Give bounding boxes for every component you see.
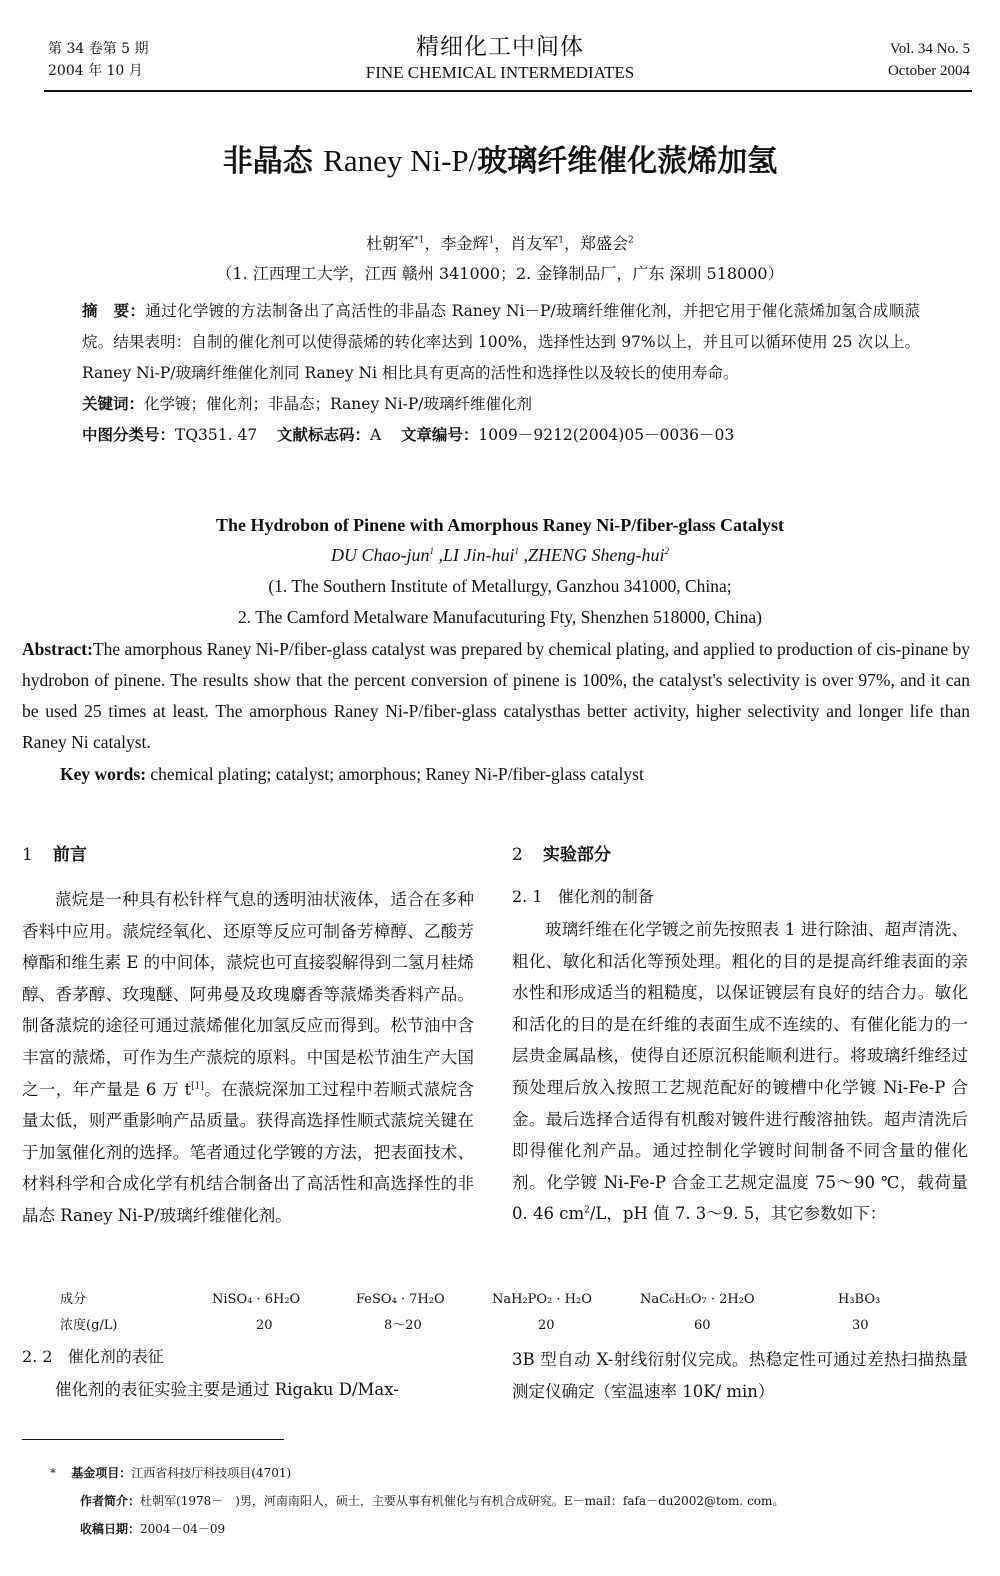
title-part-3: 玻璃纤维催化蒎烯加氢 — [477, 144, 778, 179]
header-volume-cn — [48, 38, 149, 82]
keywords-cn-label: 关键词： — [82, 395, 145, 413]
date-en: October 2004 — [887, 63, 970, 79]
volume-issue-en: Vol. 34 No. 5 — [889, 41, 970, 57]
table-component-4: NaC₆H₅O₇ · 2H₂O — [640, 1292, 755, 1307]
section-2-2-cont-text: 3B 型自动 X-射线衍射仪完成。热稳定性可通过差热扫描热量测定仪确定（室温速率 10K/ min） — [512, 1350, 968, 1401]
bio-label: 作者简介： — [80, 1494, 141, 1508]
author-en-2: ,LI Jin-hui — [434, 545, 515, 565]
abstract-cn-block — [82, 296, 920, 451]
affiliation-cn: （1. 江西理工大学，江西 赣州 341000；2. 金锋制品厂，广东 深圳 518000） — [216, 264, 784, 283]
keywords-cn — [82, 389, 920, 420]
footnote-fund — [50, 1462, 980, 1484]
bio-text: 杜朝军(1978－ )男，河南南阳人，硕士，主要从事有机催化与有机合成研究。E－mail：fafa－du2002@tom. com。 — [140, 1494, 785, 1508]
author-en-1: DU Chao-jun — [331, 545, 430, 565]
title-part-2: Raney Ni-P/ — [323, 143, 478, 178]
abstract-cn-text: 通过化学镀的方法制备出了高活性的非晶态 Raney Ni－P/玻璃纤维催化剂，并把它用于催化蒎烯加氢合成顺蒎烷。结果表明：自制的催化剂可以使得蒎烯的转化率达到 100%，选择性达到 97%以上，并且可以循环使用 25 次以上。Raney Ni-P/玻璃纤维催化剂同 Raney Ni 相比具有更高的活性和选择性以及较长的使用寿命。 — [82, 302, 920, 382]
footnote-rule — [22, 1439, 284, 1440]
clc-value: TQ351. 47 — [175, 426, 258, 444]
subsection-2-2-title: 催化剂的表征 — [67, 1347, 164, 1366]
parameter-table — [0, 1290, 1000, 1338]
author-en-3: ,ZHENG Sheng-hui — [519, 545, 665, 565]
abstract-en — [22, 634, 970, 758]
keywords-cn-text: 化学镀；催化剂；非晶态；Raney Ni-P/玻璃纤维催化剂 — [144, 395, 533, 413]
paper-title-cn — [0, 140, 1000, 183]
author-2-mark: 1 — [488, 235, 495, 246]
author-1: 杜朝军 — [366, 234, 415, 253]
section-2-1-text-b: /L，pH 值 7. 3～9. 5，其它参数如下： — [589, 1204, 887, 1224]
keywords-en — [60, 759, 960, 790]
journal-name-en: FINE CHEMICAL INTERMEDIATES — [365, 63, 635, 82]
fund-text: 江西省科技厅科技项目(4701) — [131, 1466, 292, 1480]
header-volume-en — [888, 38, 970, 82]
abstract-cn-label: 摘 要： — [82, 302, 146, 320]
section-1-number: 1 — [22, 845, 33, 865]
keywords-en-label: Key words: — [60, 764, 147, 784]
doc-code-label: 文献标志码： — [276, 426, 370, 444]
affiliation-en-1: (1. The Southern Institute of Metallurgy, Ganzhou 341000, China; — [268, 576, 732, 596]
section-1-text-b: 。在蒎烷深加工过程中若顺式蒎烷含量太低，则严重影响产品质量。获得高选择性顺式蒎烷关键在于加氢催化剂的选择。笔者通过化学镀的方法，把表面技术、材料科学和合成化学有机结合制备出了高活性和高选择性的非晶态 Raney Ni-P/玻璃纤维催化剂。 — [22, 1079, 474, 1225]
affiliation-en-2: 2. The Camford Metalware Manufacuturing Fty, Shenzhen 518000, China) — [238, 607, 762, 627]
received-label: 收稿日期： — [80, 1522, 141, 1536]
table-value-5: 30 — [852, 1318, 869, 1333]
section-1-body — [22, 884, 474, 1232]
section-1-heading — [22, 842, 87, 868]
section-1-title: 前言 — [52, 845, 87, 865]
journal-name-cn: 精细化工中间体 — [416, 34, 584, 60]
abstract-en-text: The amorphous Raney Ni-P/fiber-glass catalyst was prepared by chemical plating, and applied to production of cis-pinane by hydrobon of pinene. The results show that the percent conversion of pinene is 100%, the catalyst's selectivity is over 97%, and it can be used 25 times at least. The amorphous Raney Ni-P/fiber-glass catalysthas better activity, higher selectivity and longer life than Raney Ni catalyst. — [22, 639, 970, 752]
table-value-2: 8～20 — [384, 1318, 422, 1333]
paper-title-en: The Hydrobon of Pinene with Amorphous Raney Ni-P/fiber-glass Catalyst — [215, 515, 785, 535]
author-1-mark: *1 — [414, 235, 425, 246]
table-component-5: H₃BO₃ — [838, 1292, 881, 1307]
author-en-1-mark: 1 — [429, 546, 434, 556]
table-component-2: FeSO₄ · 7H₂O — [356, 1292, 445, 1307]
footnote-bio — [80, 1490, 980, 1512]
section-2-title: 实验部分 — [542, 845, 611, 865]
author-2: ，李金辉 — [424, 234, 489, 253]
table-value-4: 60 — [694, 1318, 711, 1333]
section-2-heading — [512, 842, 611, 868]
header-rule — [44, 90, 972, 92]
reference-1: [1] — [191, 1081, 204, 1092]
subsection-2-1-heading — [512, 884, 654, 910]
table-row1-label: 成分 — [60, 1292, 87, 1307]
volume-issue-cn: 第 34 卷第 5 期 — [48, 41, 149, 57]
clc-label: 中图分类号： — [82, 426, 176, 444]
table-component-1: NiSO₄ · 6H₂O — [212, 1292, 301, 1307]
fund-label: 基金项目： — [71, 1466, 132, 1480]
section-2-number: 2 — [512, 845, 523, 865]
section-2-1-paragraph — [512, 914, 968, 1230]
subsection-2-2-heading — [22, 1344, 164, 1370]
table-row2-label: 浓度(g/L) — [60, 1318, 118, 1333]
subsection-2-1-number: 2. 1 — [512, 887, 543, 906]
author-3: ，肖友军 — [494, 234, 559, 253]
article-no-value: 1009－9212(2004)05－0036－03 — [478, 426, 735, 444]
authors-cn — [0, 232, 1000, 256]
section-1-text-a: 蒎烷是一种具有松针样气息的透明油状液体，适合在多种香料中应用。蒎烷经氧化、还原等反应可制备芳樟醇、乙酸芳樟酯和维生素 E 的中间体，蒎烷也可直接裂解得到二氢月桂烯醇、香茅醇、玫瑰醚、阿弗曼及玫瑰麝香等蒎烯类香料产品。制备蒎烷的途径可通过蒎烯催化加氢反应而得到。松节油中含丰富的蒎烯，可作为生产蒎烷的原料。中国是松节油生产大国之一，年产量是 6 万 t — [22, 890, 474, 1099]
classification-line — [82, 420, 920, 451]
author-4-mark: 2 — [628, 235, 634, 246]
table-component-3: NaH₂PO₂ · H₂O — [492, 1292, 592, 1307]
article-no-label: 文章编号： — [400, 426, 479, 444]
received-date: 2004－04－09 — [140, 1522, 226, 1536]
footnote-received — [80, 1518, 980, 1540]
footnote-star: * — [50, 1466, 56, 1480]
authors-en — [0, 542, 1000, 568]
subsection-2-1-title: 催化剂的制备 — [557, 887, 654, 906]
title-part-1: 非晶态 — [222, 144, 324, 179]
author-3-mark: 1 — [558, 235, 564, 246]
section-2-2-text: 催化剂的表征实验主要是通过 Rigaku D/Max- — [55, 1380, 399, 1399]
author-en-2-mark: 1 — [514, 546, 519, 556]
section-1-paragraph — [22, 884, 474, 1232]
keywords-en-text: chemical plating; catalyst; amorphous; Raney Ni-P/fiber-glass catalyst — [146, 764, 644, 784]
superscript-2: 2 — [584, 1205, 590, 1216]
abstract-en-label: Abstract: — [22, 639, 93, 659]
section-2-1-body — [512, 914, 968, 1230]
abstract-cn — [82, 296, 920, 389]
header-journal — [320, 32, 680, 84]
author-4: ，郑盛会 — [564, 234, 629, 253]
table-value-1: 20 — [256, 1318, 273, 1333]
section-2-1-text-a: 玻璃纤维在化学镀之前先按照表 1 进行除油、超声清洗、粗化、敏化和活化等预处理。粗化的目的是提高纤维表面的亲水性和形成适当的粗糙度，以保证镀层有良好的结合力。敏化和活化的目的是在纤维的表面生成不连续的、有催化能力的一层贵金属晶核，使得自还原沉积能顺利进行。将玻璃纤维经过预处理后放入按照工艺规范配好的镀槽中化学镀 Ni-Fe-P 合金。最后选择合适得有机酸对镀件进行酸溶抽铁。超声清洗后即得催化剂产品。通过控制化学镀时间制备不同含量的催化剂。化学镀 Ni-Fe-P 合金工艺规定温度 75～90 ℃，载荷量 0. 46 cm — [512, 920, 968, 1224]
section-2-2-body — [22, 1374, 474, 1406]
doc-code-value: A — [369, 426, 382, 444]
table-value-3: 20 — [538, 1318, 555, 1333]
author-en-3-mark: 2 — [664, 546, 669, 556]
section-2-2-continued — [512, 1344, 968, 1407]
subsection-2-2-number: 2. 2 — [22, 1347, 53, 1366]
date-cn: 2004 年 10 月 — [48, 63, 143, 79]
